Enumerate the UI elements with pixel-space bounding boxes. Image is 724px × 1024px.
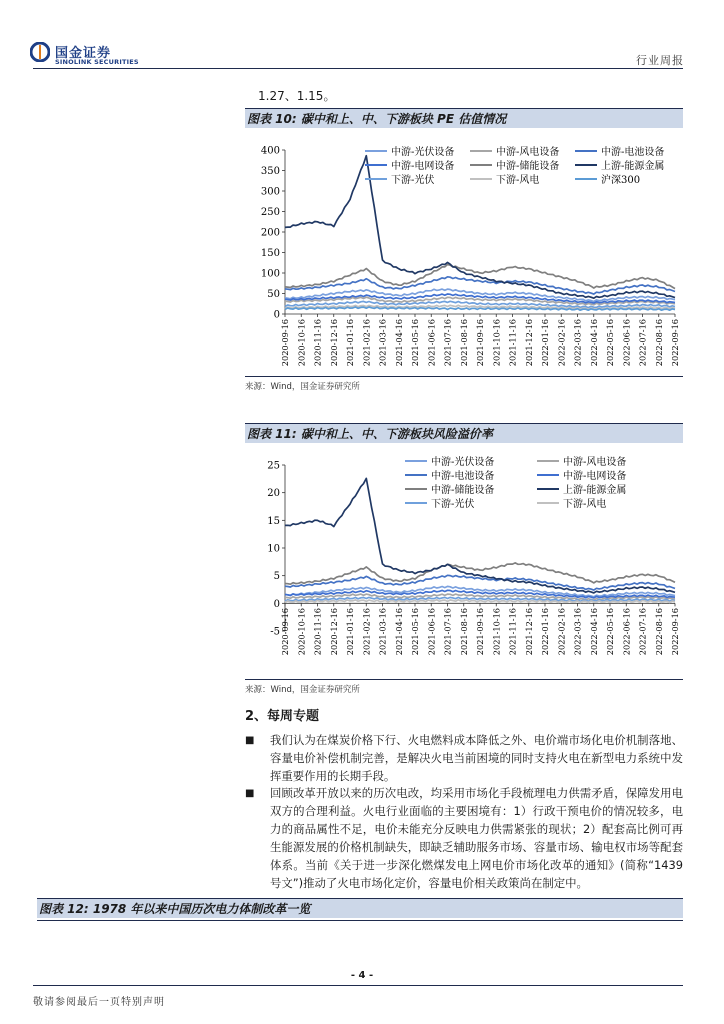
figure11-title: 图表 11: 碳中和上、中、下游板块风险溢价率 bbox=[245, 423, 683, 443]
x-tick-label: 2021-07-16 bbox=[442, 608, 453, 656]
legend-label: 中游-储能设备 bbox=[496, 161, 560, 172]
x-tick-label: 2022-02-16 bbox=[556, 319, 567, 367]
x-tick-label: 2021-12-16 bbox=[523, 319, 534, 367]
x-tick-label: 2020-12-16 bbox=[328, 319, 339, 367]
x-tick-label: 2022-01-16 bbox=[540, 319, 550, 367]
x-tick-label: 2022-04-16 bbox=[588, 608, 599, 656]
y-tick-label: 25 bbox=[267, 460, 280, 472]
x-tick-label: 2022-03-16 bbox=[572, 319, 583, 367]
footer-disclaimer: 敬请参阅最后一页特别声明 bbox=[33, 997, 165, 1008]
x-tick-label: 2021-09-16 bbox=[475, 319, 485, 367]
legend-label: 沪深300 bbox=[601, 175, 641, 186]
x-tick-label: 2021-11-16 bbox=[507, 608, 518, 656]
figure12-title: 图表 12: 1978 年以来中国历次电力体制改革一览 bbox=[37, 898, 683, 918]
y-tick-label: 150 bbox=[260, 248, 280, 259]
x-tick-label: 2021-03-16 bbox=[377, 319, 388, 367]
y-tick-label: 200 bbox=[260, 227, 280, 239]
x-tick-label: 2022-06-16 bbox=[621, 319, 632, 367]
legend-label: 中游-电网设备 bbox=[563, 471, 627, 482]
intro-text: 1.27、1.15。 bbox=[258, 89, 336, 103]
x-tick-label: 2021-04-16 bbox=[393, 319, 404, 367]
page-number: - 4 - bbox=[350, 970, 374, 981]
x-tick-label: 2021-05-16 bbox=[410, 608, 420, 656]
y-tick-label: 300 bbox=[260, 186, 280, 198]
x-tick-label: 2021-12-16 bbox=[523, 608, 534, 656]
y-tick-label: 250 bbox=[260, 207, 280, 218]
figure10-title: 图表 10: 碳中和上、中、下游板块 PE 估值情况 bbox=[245, 108, 683, 128]
x-tick-label: 2021-06-16 bbox=[426, 608, 437, 656]
x-tick-label: 2021-10-16 bbox=[491, 608, 502, 656]
x-tick-label: 2021-08-16 bbox=[458, 608, 469, 656]
figure11-source: 来源：Wind，国金证券研究所 bbox=[245, 685, 360, 695]
legend-label: 上游-能源金属 bbox=[601, 161, 665, 172]
y-tick-label: 0 bbox=[273, 309, 280, 321]
y-tick-label: 350 bbox=[260, 166, 280, 177]
x-tick-label: 2022-05-16 bbox=[605, 319, 615, 367]
bullet-marker: ■ bbox=[245, 788, 255, 799]
x-tick-label: 2022-01-16 bbox=[540, 608, 550, 656]
logo-icon bbox=[30, 42, 50, 62]
x-tick-label: 2021-05-16 bbox=[410, 319, 420, 367]
x-tick-label: 2022-07-16 bbox=[637, 608, 648, 656]
x-tick-label: 2021-01-16 bbox=[345, 608, 355, 656]
x-tick-label: 2020-11-16 bbox=[312, 319, 323, 367]
x-tick-label: 2021-01-16 bbox=[345, 319, 355, 367]
legend-label: 中游-风电设备 bbox=[563, 457, 627, 468]
legend-label: 中游-光伏设备 bbox=[431, 457, 495, 468]
x-tick-label: 2020-09-16 bbox=[280, 608, 290, 656]
header-divider bbox=[33, 68, 683, 69]
legend-label: 中游-储能设备 bbox=[431, 485, 495, 496]
y-tick-label: -5 bbox=[270, 626, 280, 638]
x-tick-label: 2022-09-16 bbox=[670, 608, 680, 656]
legend-label: 下游-风电 bbox=[563, 499, 607, 510]
y-tick-label: 15 bbox=[267, 515, 280, 527]
logo-text-en: SINOLINK SECURITIES bbox=[55, 58, 139, 66]
y-tick-label: 10 bbox=[267, 543, 280, 555]
legend-label: 中游-电池设备 bbox=[601, 147, 665, 158]
bullet-text-2: 回顾改革开放以来的历次电改，均采用市场化手段梳理电力供需矛盾，保障发用电双方的合理利益。火电行业面临的主要困境有：1）行政干预电价的情况较多，电力的商品属性不足，电价未能充分反映电力供需紧张的现状；2）配套高比例可再生能源发展的价格机制缺失，即缺乏辅助服务市场、容量市场、输电权市场等配套体系。当前《关于进一步深化燃煤发电上网电价市场化改革的通知》(简称“1439 号文”)推动了火电市场化定价，容量电价相关政策尚在制定中。 bbox=[270, 786, 683, 890]
x-tick-label: 2020-10-16 bbox=[296, 319, 307, 367]
y-tick-label: 20 bbox=[267, 488, 280, 500]
figure10-chart bbox=[245, 133, 683, 375]
legend-label: 中游-光伏设备 bbox=[391, 147, 455, 158]
x-tick-label: 2021-11-16 bbox=[507, 319, 518, 367]
section-title: 2、每周专题 bbox=[245, 709, 320, 724]
x-tick-label: 2021-02-16 bbox=[361, 608, 372, 656]
figure10-source-divider bbox=[245, 376, 683, 377]
x-tick-label: 2021-03-16 bbox=[377, 608, 388, 656]
footer-divider bbox=[33, 985, 683, 986]
x-tick-label: 2022-08-16 bbox=[653, 319, 664, 367]
figure10-source: 来源：Wind，国金证券研究所 bbox=[245, 382, 360, 392]
x-tick-label: 2022-04-16 bbox=[588, 319, 599, 367]
legend-label: 中游-电网设备 bbox=[391, 161, 455, 172]
y-tick-label: 0 bbox=[273, 598, 280, 610]
y-tick-label: 50 bbox=[267, 289, 280, 300]
figure11-chart bbox=[245, 448, 683, 678]
legend-label: 下游-光伏 bbox=[391, 175, 435, 186]
legend-label: 下游-风电 bbox=[496, 175, 540, 186]
legend-label: 下游-光伏 bbox=[431, 499, 475, 510]
figure11-source-divider bbox=[245, 679, 683, 680]
x-tick-label: 2020-10-16 bbox=[296, 608, 307, 656]
x-tick-label: 2021-09-16 bbox=[475, 608, 485, 656]
series-line bbox=[285, 575, 675, 590]
report-type: 行业周报 bbox=[636, 54, 684, 67]
x-tick-label: 2022-03-16 bbox=[572, 608, 583, 656]
x-tick-label: 2022-07-16 bbox=[637, 319, 648, 367]
x-tick-label: 2020-12-16 bbox=[328, 608, 339, 656]
logo-text-cn: 国金证券 bbox=[55, 46, 112, 61]
x-tick-label: 2021-04-16 bbox=[393, 608, 404, 656]
x-tick-label: 2021-06-16 bbox=[426, 319, 437, 367]
legend-label: 上游-能源金属 bbox=[563, 485, 627, 496]
y-tick-label: 100 bbox=[260, 268, 280, 280]
x-tick-label: 2022-06-16 bbox=[621, 608, 632, 656]
x-tick-label: 2021-02-16 bbox=[361, 319, 372, 367]
x-tick-label: 2020-11-16 bbox=[312, 608, 323, 656]
x-tick-label: 2021-10-16 bbox=[491, 319, 502, 367]
x-tick-label: 2022-05-16 bbox=[605, 608, 615, 656]
bullet-marker: ■ bbox=[245, 735, 255, 746]
x-tick-label: 2022-08-16 bbox=[653, 608, 664, 656]
x-tick-label: 2021-07-16 bbox=[442, 319, 453, 367]
x-tick-label: 2021-08-16 bbox=[458, 319, 469, 367]
x-tick-label: 2020-09-16 bbox=[280, 319, 290, 367]
legend-label: 中游-电池设备 bbox=[431, 471, 495, 482]
x-tick-label: 2022-02-16 bbox=[556, 608, 567, 656]
y-tick-label: 5 bbox=[273, 571, 280, 583]
bullet-text-1: 我们认为在煤炭价格下行、火电燃料成本降低之外、电价端市场化电价机制落地、容量电价补偿机制完善，是解决火电当前困境的同时支持火电在新型电力系统中发挥重要作用的长期手段。 bbox=[270, 733, 683, 783]
x-tick-label: 2022-09-16 bbox=[670, 319, 680, 367]
legend-label: 中游-风电设备 bbox=[496, 147, 560, 158]
y-tick-label: 400 bbox=[260, 145, 280, 157]
figure12-divider bbox=[37, 920, 683, 921]
